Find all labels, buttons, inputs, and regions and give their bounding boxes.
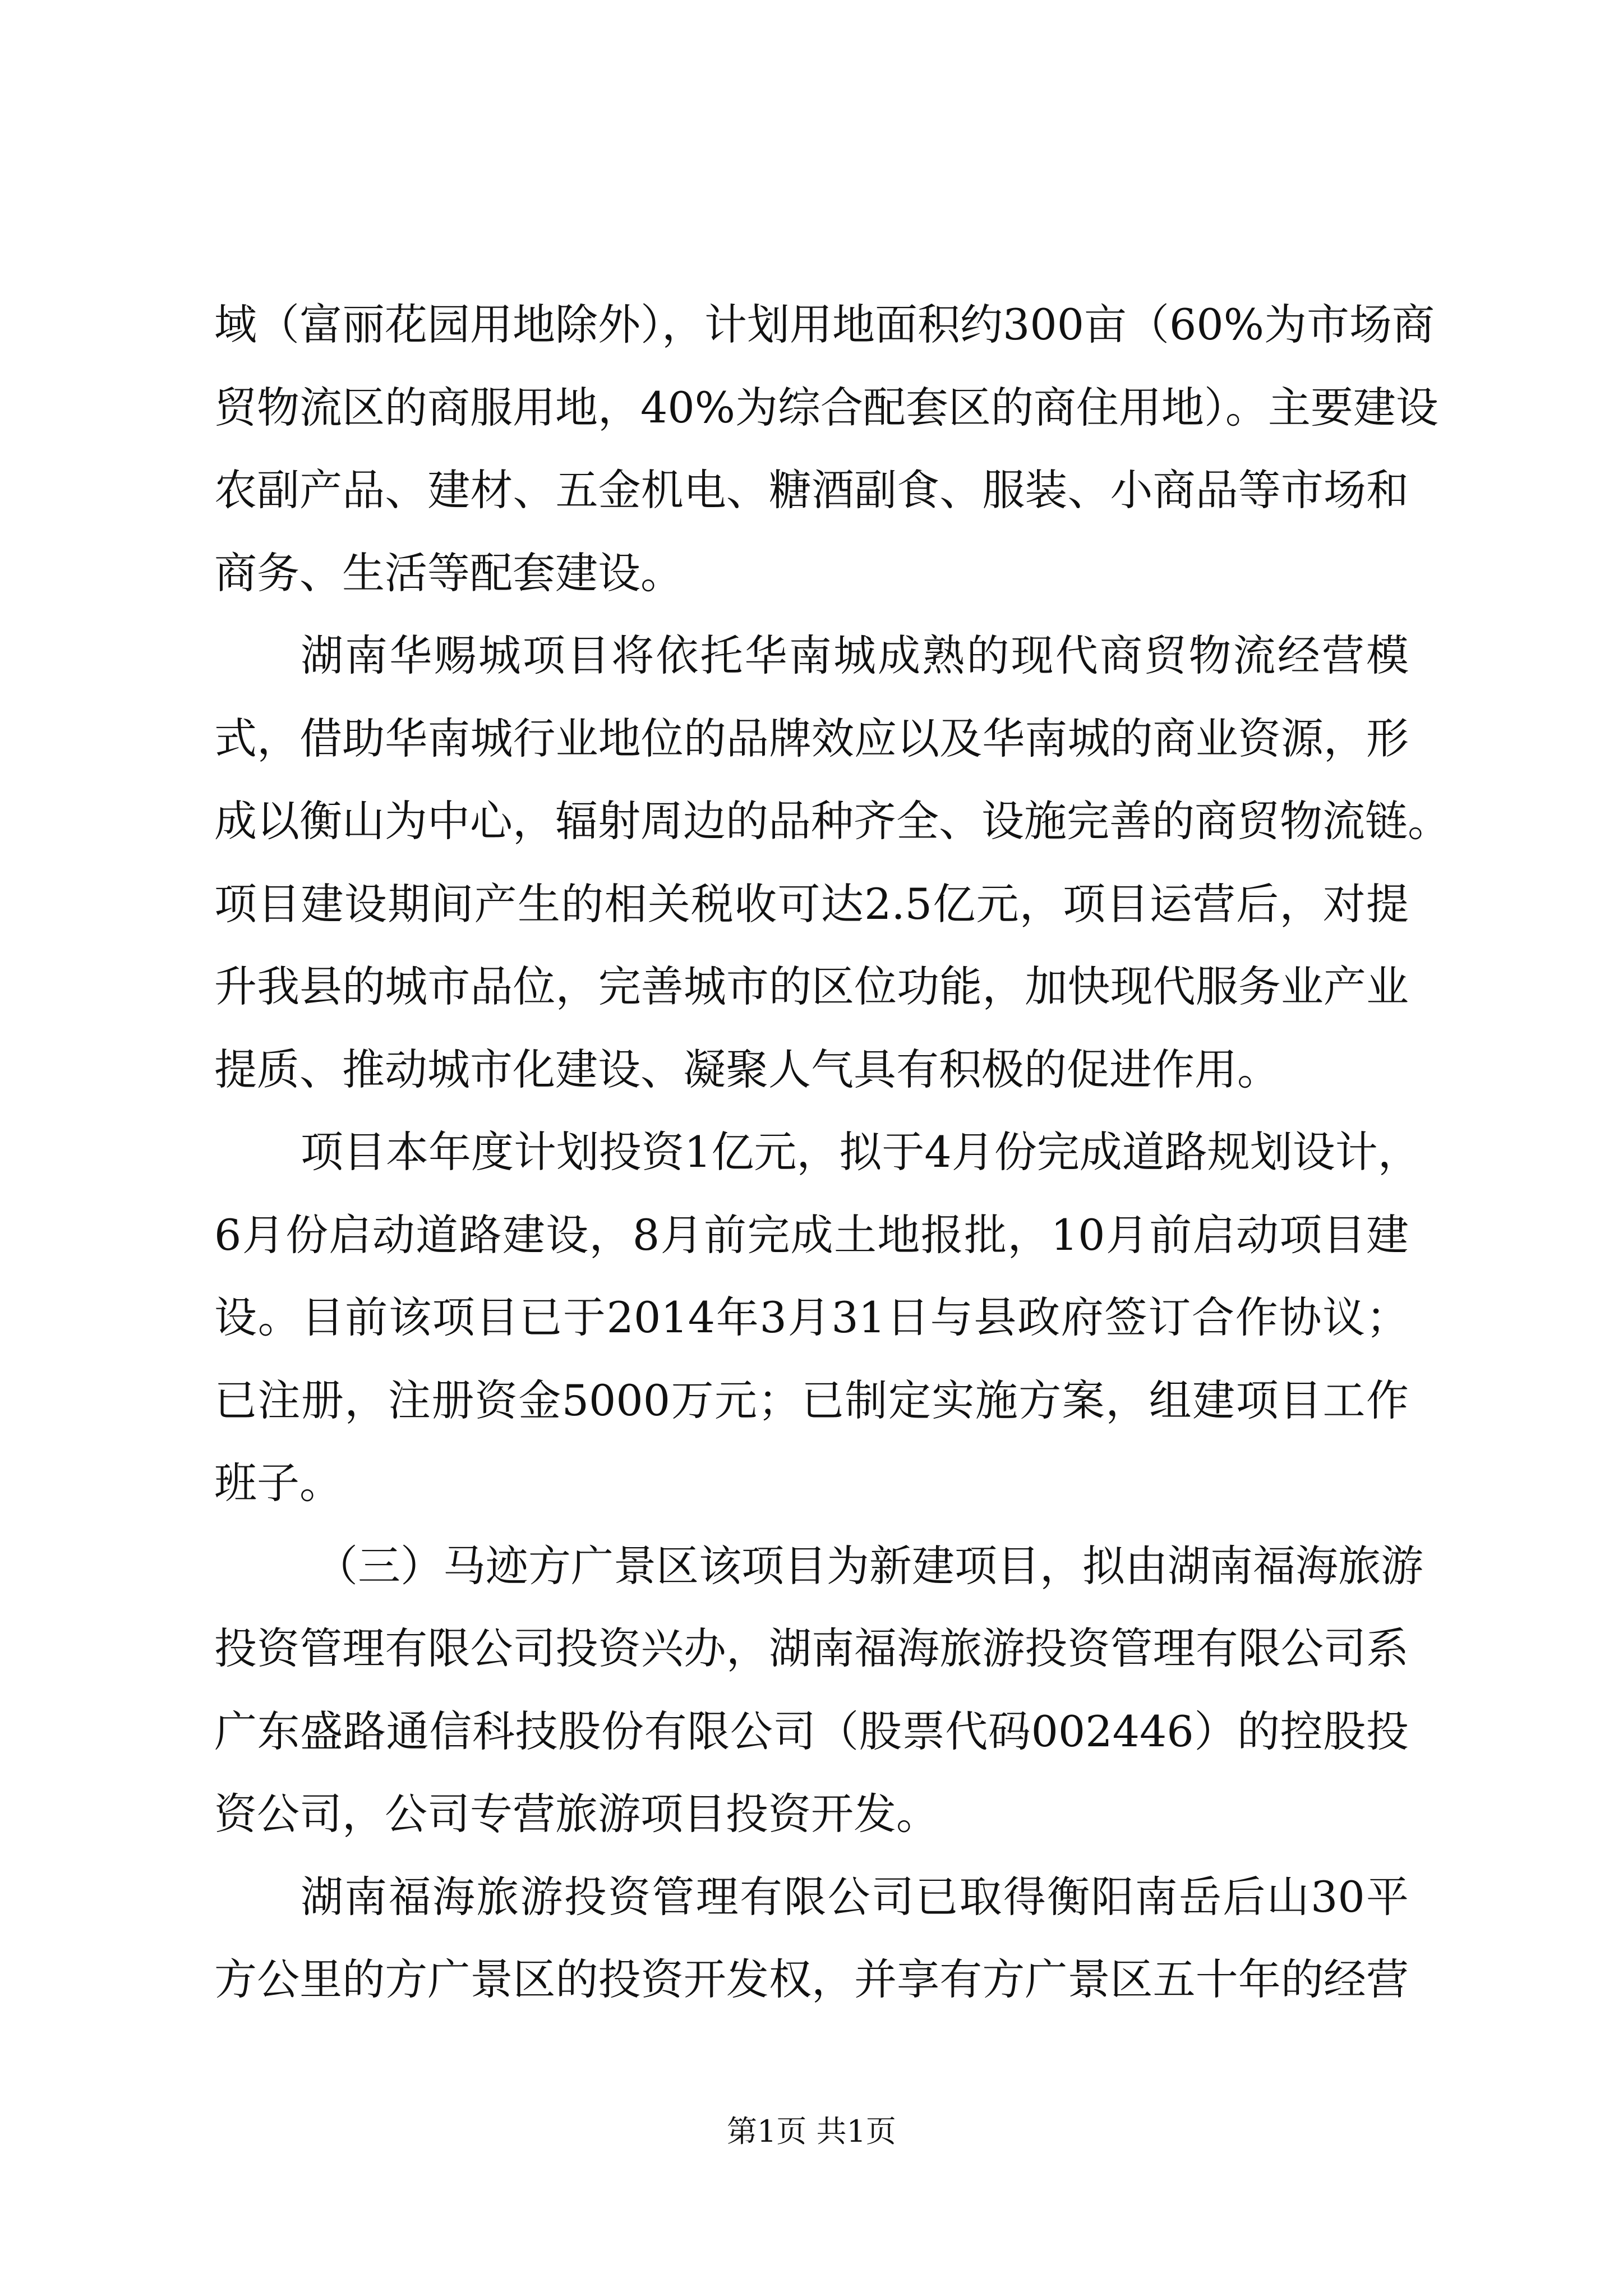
text-line: 贸物流区的商服用地，40%为综合配套区的商住用地）。主要建设 [214,382,1438,432]
text-line: 广东盛路通信科技股份有限公司（股票代码002446）的控股投 [214,1706,1409,1756]
text-line: 提质、推动城市化建设、凝聚人气具有积极的促进作用。 [214,1044,1280,1094]
text-line: 成以衡山为中心，辐射周边的品种齐全、设施完善的商贸物流链。 [214,796,1450,846]
text-line: 式，借助华南城行业地位的品牌效应以及华南城的商业资源，形 [214,713,1409,763]
text-line: 项目建设期间产生的相关税收可达2.5亿元，项目运营后，对提 [214,878,1409,929]
text-line: 商务、生活等配套建设。 [214,547,683,598]
text-line: 投资管理有限公司投资兴办，湖南福海旅游投资管理有限公司系 [214,1623,1409,1673]
text-line: 6月份启动道路建设，8月前完成土地报批，10月前启动项目建 [214,1209,1409,1260]
page-footer: 第1页 共1页 [727,2114,896,2149]
text-line: 项目本年度计划投资1亿元，拟于4月份完成道路规划设计， [301,1127,1421,1177]
text-line: 方公里的方广景区的投资开发权，并享有方广景区五十年的经营 [214,1954,1409,2004]
text-line: 湖南福海旅游投资管理有限公司已取得衡阳南岳后山30平 [301,1871,1409,1922]
text-line: 班子。 [214,1458,342,1508]
text-line: 域（富丽花园用地除外），计划用地面积约300亩（60%为市场商 [214,300,1435,349]
document-body [214,283,1450,2021]
text-line: 已注册，注册资金5000万元；已制定实施方案，组建项目工作 [214,1375,1409,1425]
text-line: （三）马迹方广景区该项目为新建项目，拟由湖南福海旅游 [315,1540,1423,1591]
text-line: 农副产品、建材、五金机电、糖酒副食、服装、小商品等市场和 [214,465,1409,515]
text-line: 资公司，公司专营旅游项目投资开发。 [214,1789,939,1839]
text-line: 设。目前该项目已于2014年3月31日与县政府签订合作协议； [214,1292,1409,1342]
text-line: 升我县的城市品位，完善城市的区位功能，加快现代服务业产业 [214,961,1409,1011]
text-line: 湖南华赐城项目将依托华南城成熟的现代商贸物流经营模 [301,631,1409,680]
